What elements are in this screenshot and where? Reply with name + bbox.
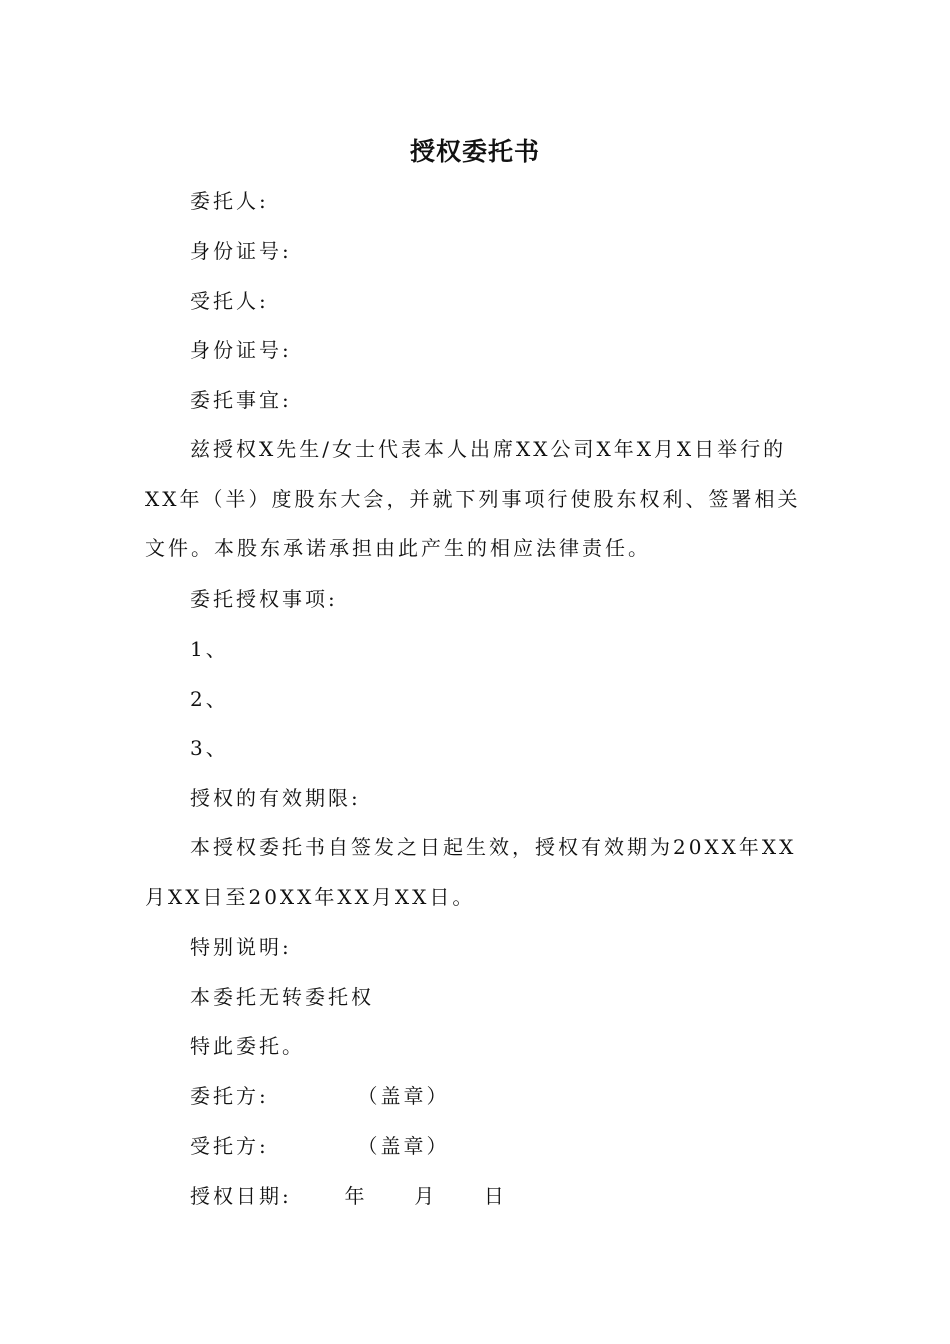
validity-heading: 授权的有效期限: bbox=[190, 786, 361, 810]
date-day: 日 bbox=[483, 1184, 507, 1208]
date-year: 年 bbox=[344, 1184, 368, 1208]
closing-statement: 特此委托。 bbox=[190, 1034, 305, 1058]
principal-id-label: 身份证号: bbox=[190, 239, 292, 263]
matters-heading: 委托事宜: bbox=[190, 388, 292, 412]
agent-seal-placeholder: （盖章） bbox=[357, 1134, 450, 1158]
agent-id-label: 身份证号: bbox=[190, 338, 292, 362]
principal-label: 委托人: bbox=[190, 189, 269, 213]
date-label: 授权日期: bbox=[190, 1184, 292, 1208]
authorized-items-heading: 委托授权事项: bbox=[190, 587, 338, 611]
agent-signature-row bbox=[190, 1131, 449, 1161]
validity-paragraph: 本授权委托书自签发之日起生效，授权有效期为20XX年XX月XX日至20XX年XX月XX日。 bbox=[145, 835, 797, 909]
list-item: 2、 bbox=[190, 687, 229, 711]
principal-signature-row bbox=[190, 1081, 449, 1111]
agent-sign-label: 受托方: bbox=[190, 1134, 269, 1158]
principal-seal-placeholder: （盖章） bbox=[357, 1084, 450, 1108]
principal-sign-label: 委托方: bbox=[190, 1084, 269, 1108]
agent-label: 受托人: bbox=[190, 289, 269, 313]
special-notes-heading: 特别说明: bbox=[190, 935, 292, 959]
special-note: 本委托无转委托权 bbox=[190, 985, 374, 1009]
list-item: 3、 bbox=[190, 736, 229, 760]
list-item: 1、 bbox=[190, 637, 229, 661]
authorization-date-row bbox=[190, 1181, 507, 1211]
date-month: 月 bbox=[414, 1184, 438, 1208]
authorization-paragraph: 兹授权X先生/女士代表本人出席XX公司X年X月X日举行的XX年（半）度股东大会，并就下列事项行使股东权利、签署相关文件。本股东承诺承担由此产生的相应法律责任。 bbox=[145, 437, 801, 561]
document-title: 授权委托书 bbox=[409, 137, 540, 166]
